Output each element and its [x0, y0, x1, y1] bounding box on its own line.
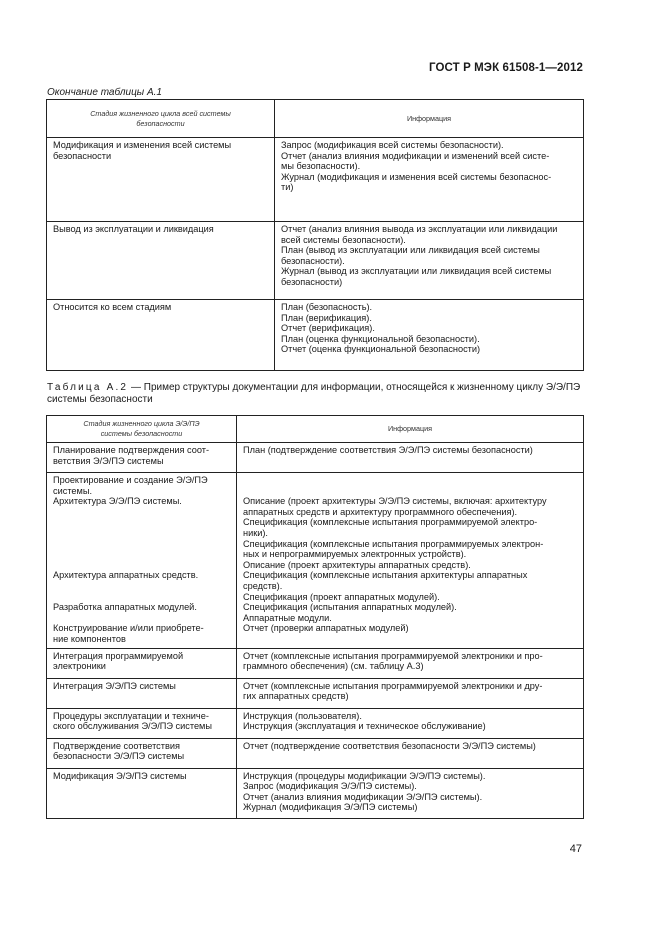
info-line: Отчет (подтверждение соответствия безопасности Э/Э/ПЭ системы) [243, 740, 536, 751]
info-line: Отчет (анализ влияния модификации Э/Э/ПЭ системы). [243, 791, 483, 802]
info-line: Спецификация (комплексные испытания программируемой электро- [243, 517, 538, 528]
stage-line: безопасности Э/Э/ПЭ системы [53, 751, 185, 762]
stage-line: ние компонентов [53, 633, 126, 644]
info-line: Инструкция (процедуры модификации Э/Э/ПЭ системы). [243, 770, 486, 781]
stage-line [53, 507, 231, 518]
info-line: Отчет (анализ влияния модификации и изменений всей систе- [281, 150, 550, 161]
table1-col2-header: Информация [275, 100, 584, 138]
stage-line: Интеграция Э/Э/ПЭ системы [53, 680, 176, 691]
info-line: ти) [281, 182, 294, 193]
info-line: аппаратных средств и архитектуру программного обеспечения). [243, 506, 518, 517]
stage-line [53, 528, 231, 539]
stage-line: Архитектура Э/Э/ПЭ системы. [53, 496, 182, 507]
info-line: План (оценка функциональной безопасности). [281, 333, 480, 344]
table-row [47, 138, 584, 222]
info-line [243, 486, 578, 497]
info-line: мы безопасности). [281, 161, 361, 172]
info-line: Отчет (проверки аппаратных модулей) [243, 623, 409, 634]
stage-cell [47, 708, 237, 738]
info-cell [237, 768, 584, 818]
info-line: План (вывод из эксплуатации или ликвидация всей системы [281, 245, 540, 256]
table-row [47, 300, 584, 371]
stage-line [53, 613, 231, 624]
table2-col1-header: Стадия жизненного цикла Э/Э/ПЭ системы безопасности [47, 416, 237, 443]
stage-line: Конструирование и/или приобрете- [53, 623, 204, 634]
table1-caption: Окончание таблицы А.1 [47, 87, 162, 98]
info-line: Описание (проект архитектуры аппаратных средств). [243, 559, 471, 570]
table-row [47, 222, 584, 300]
stage-cell [47, 648, 237, 678]
info-line: Отчет (оценка функциональной безопасности) [281, 344, 481, 355]
info-line: безопасности) [281, 276, 343, 287]
info-line: Инструкция (пользователя). [243, 710, 362, 721]
stage-cell [47, 138, 275, 222]
stage-line: Интеграция программируемой [53, 650, 184, 661]
info-line: средств). [243, 580, 283, 591]
info-line: Журнал (вывод из эксплуатации или ликвидация всей системы [281, 266, 552, 277]
info-line: Отчет (комплексные испытания программируемой электроники и про- [243, 650, 543, 661]
info-line: Отчет (комплексные испытания программируемой электроники и дру- [243, 680, 543, 691]
stage-cell [47, 300, 275, 371]
stage-line: Модификация и изменения всей системы [53, 140, 232, 150]
stage-cell [47, 473, 237, 649]
info-line: ных и непрограммируемых электронных устройств). [243, 549, 467, 560]
info-line: безопасности). [281, 255, 345, 266]
info-line: Спецификация (испытания аппаратных модулей). [243, 602, 457, 613]
stage-line: Относится ко всем стадиям [53, 302, 172, 312]
stage-line [53, 517, 231, 528]
info-line [243, 475, 578, 486]
table-row [47, 738, 584, 768]
info-cell [237, 443, 584, 473]
stage-cell [47, 768, 237, 818]
info-line: Журнал (модификация Э/Э/ПЭ системы) [243, 802, 418, 813]
stage-line: Проектирование и создание Э/Э/ПЭ [53, 475, 208, 485]
stage-line: Модификация Э/Э/ПЭ системы [53, 770, 187, 781]
stage-line: безопасности [53, 150, 112, 161]
table-row [47, 473, 584, 649]
stage-line: ского обслуживания Э/Э/ПЭ системы [53, 721, 212, 732]
info-line: гих аппаратных средств) [243, 691, 349, 702]
stage-line: Архитектура аппаратных средств. [53, 570, 199, 581]
info-line: Спецификация (комплексные испытания архитектуры аппаратных [243, 570, 528, 581]
document-header: ГОСТ Р МЭК 61508-1—2012 [429, 62, 583, 74]
table-row [47, 678, 584, 708]
stage-line: Планирование подтверждения соот- [53, 445, 210, 455]
stage-cell [47, 738, 237, 768]
stage-line: Разработка аппаратных модулей. [53, 602, 197, 613]
table2-caption-text: — Пример структуры документации для информации, относящейся к жизненному циклу Э/Э/ПЭ системы безопасности [47, 382, 581, 405]
info-line: граммного обеспечения) (см. таблицу А.3) [243, 661, 424, 672]
stage-line [53, 539, 231, 550]
info-line: Спецификация (проект аппаратных модулей). [243, 591, 440, 602]
stage-cell [47, 443, 237, 473]
stage-cell [47, 222, 275, 300]
stage-line [53, 560, 231, 571]
info-line: Отчет (анализ влияния вывода из эксплуатации или ликвидации [281, 224, 558, 234]
info-line: Инструкция (эксплуатация и техническое обслуживание) [243, 721, 486, 732]
info-line: Аппаратные модули. [243, 612, 332, 623]
stage-line: ветствия Э/Э/ПЭ системы [53, 455, 164, 466]
table-a2 [46, 415, 584, 819]
info-line: Запрос (модификация Э/Э/ПЭ системы). [243, 781, 417, 792]
stage-cell [47, 678, 237, 708]
stage-line: системы. [53, 485, 93, 496]
stage-line: Подтверждение соответствия [53, 740, 180, 751]
info-cell [237, 648, 584, 678]
stage-line [53, 549, 231, 560]
page-number: 47 [569, 843, 582, 855]
table-row [47, 708, 584, 738]
table-a1-continuation [46, 99, 584, 371]
info-line: План (верификация). [281, 312, 372, 323]
stage-line [53, 581, 231, 592]
stage-line [53, 592, 231, 603]
info-line: План (безопасность). [281, 302, 373, 312]
info-line: всей системы безопасности). [281, 234, 406, 245]
info-line: ники). [243, 527, 268, 538]
table2-col2-header: Информация [237, 416, 584, 443]
table-row [47, 443, 584, 473]
stage-line: Вывод из эксплуатации и ликвидация [53, 224, 214, 234]
info-line: Запрос (модификация всей системы безопасности). [281, 140, 504, 150]
info-line: Спецификация (комплексные испытания программируемых электрон- [243, 538, 544, 549]
table-row [47, 648, 584, 678]
info-line: Отчет (верификация). [281, 323, 375, 334]
table2-caption [47, 382, 587, 406]
info-cell [237, 738, 584, 768]
table2-caption-label: Таблица А.2 [47, 382, 129, 393]
info-cell [237, 678, 584, 708]
info-cell [275, 138, 584, 222]
info-cell [275, 222, 584, 300]
info-cell [275, 300, 584, 371]
table1-col1-header: Стадия жизненного цикла всей системы безопасности [47, 100, 275, 138]
stage-line: Процедуры эксплуатации и техниче- [53, 710, 209, 721]
info-cell [237, 473, 584, 649]
info-line: Журнал (модификация и изменения всей системы безопаснос- [281, 171, 552, 182]
info-line: План (подтверждение соответствия Э/Э/ПЭ системы безопасности) [243, 445, 533, 455]
info-cell [237, 708, 584, 738]
stage-line: электроники [53, 661, 106, 672]
info-line: Описание (проект архитектуры Э/Э/ПЭ системы, включая: архитектуру [243, 496, 547, 507]
table-row [47, 768, 584, 818]
